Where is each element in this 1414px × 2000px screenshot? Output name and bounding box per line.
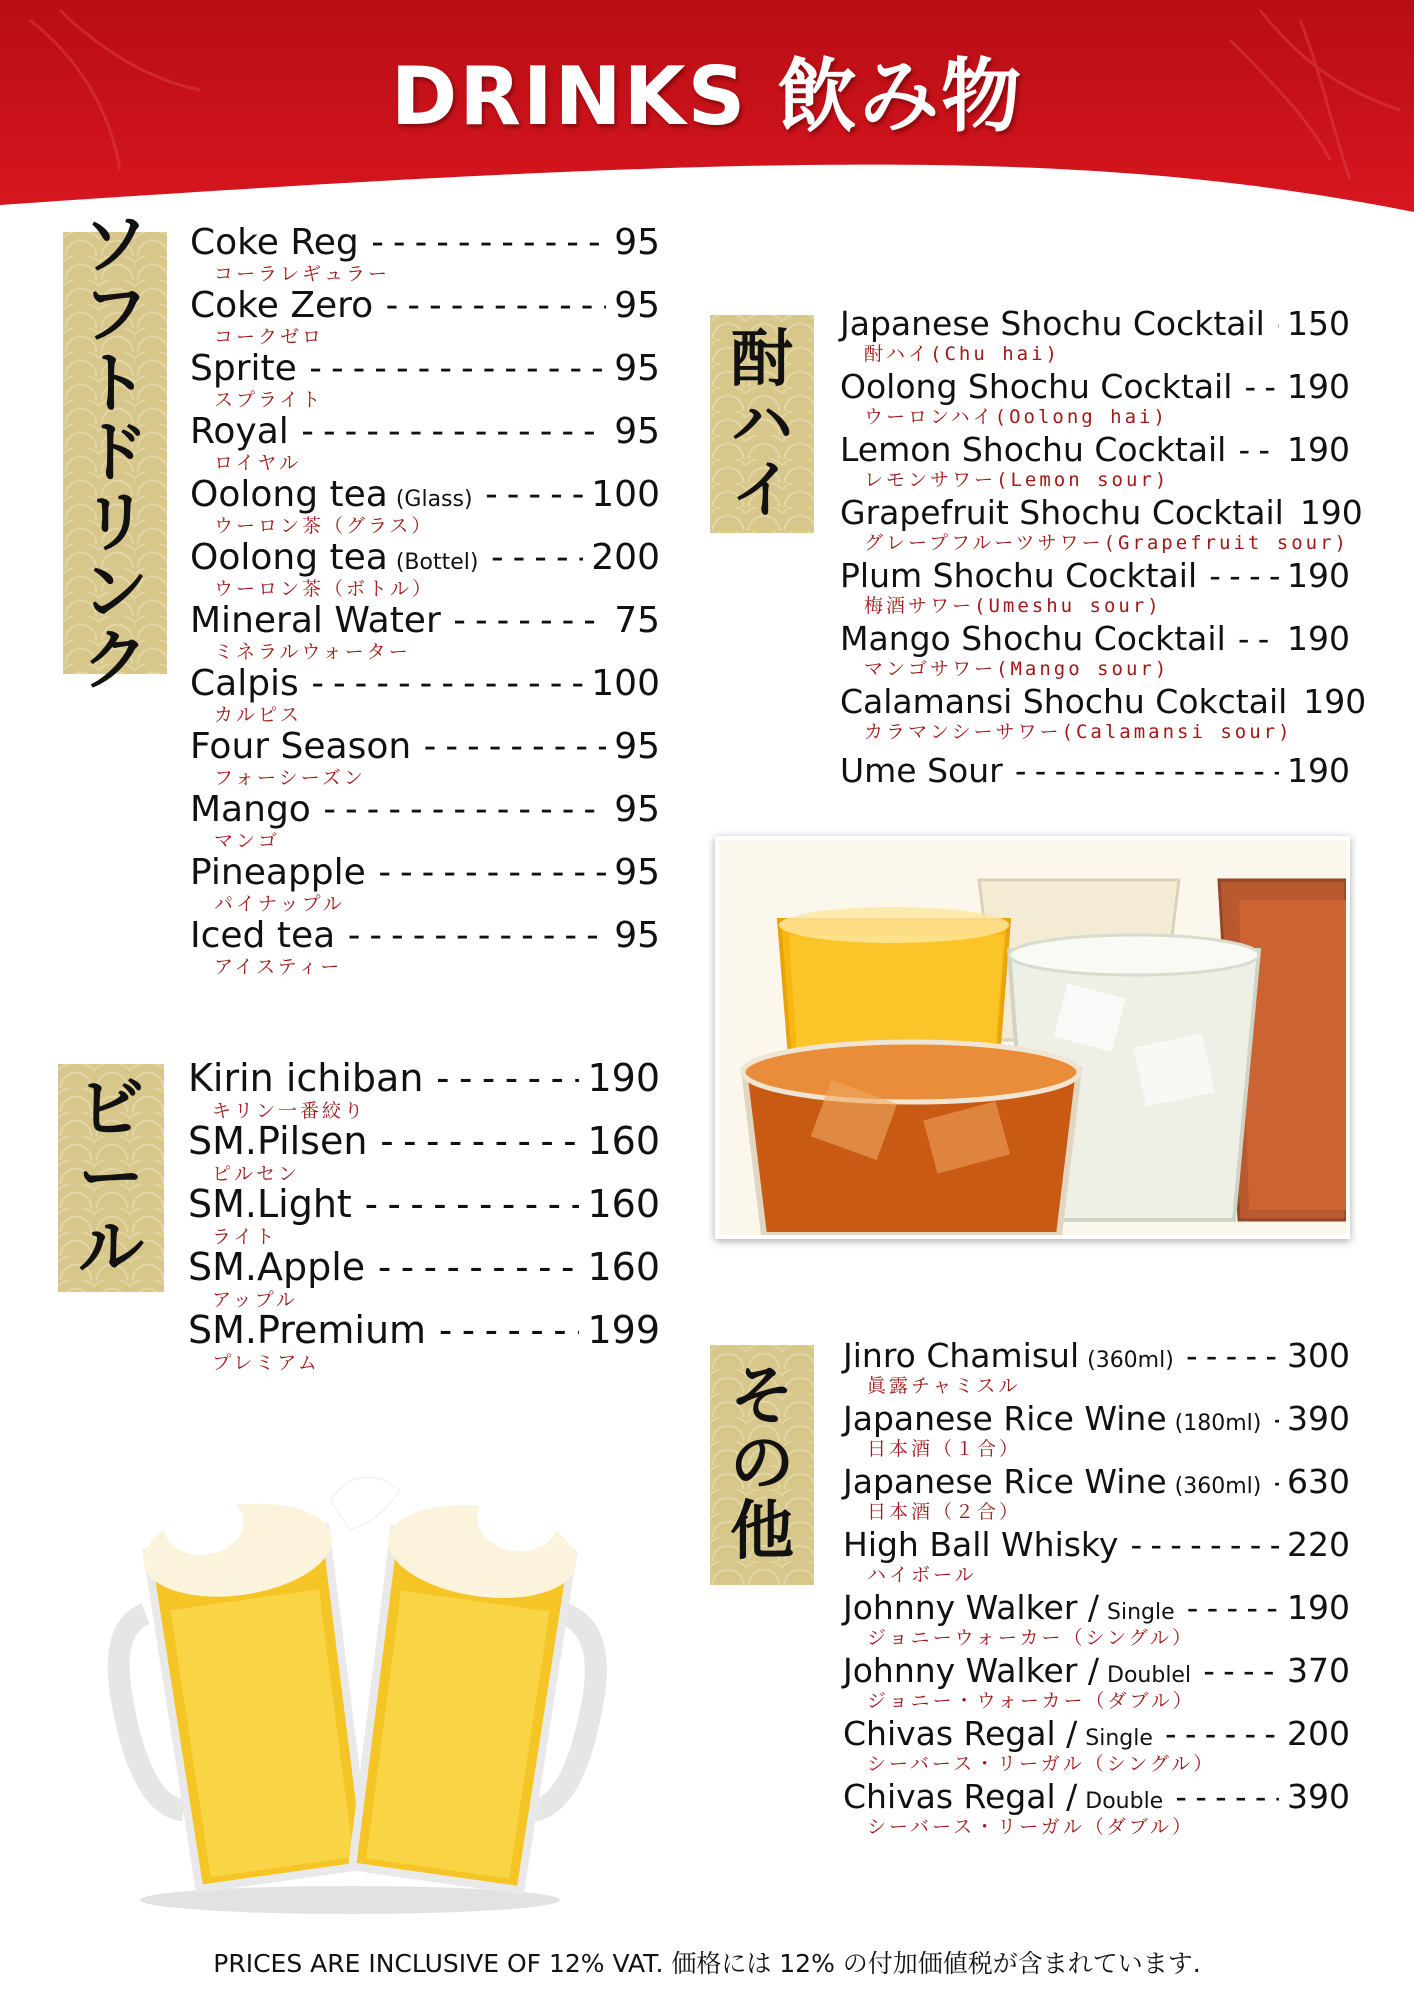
dotted-leader	[1182, 1336, 1279, 1375]
menu-item-row	[190, 537, 660, 578]
item-japanese-name: ピルセン	[212, 1163, 301, 1185]
menu-item	[840, 682, 1367, 744]
item-name: Ume Sour	[840, 751, 1003, 790]
item-size-note: Single	[1085, 1726, 1153, 1751]
menu-item	[843, 1336, 1350, 1398]
item-name: Johnny Walker /	[843, 1588, 1100, 1627]
section-label-char: ト	[82, 345, 148, 423]
dotted-leader	[431, 1056, 579, 1100]
menu-item	[188, 1308, 660, 1375]
menu-item-row	[190, 348, 660, 389]
item-price: 95	[614, 222, 660, 263]
item-price: 190	[1287, 430, 1350, 469]
section-label-char: ド	[82, 414, 148, 492]
item-price: 95	[614, 726, 660, 767]
item-name: Royal	[190, 411, 289, 452]
item-japanese-name: ライト	[212, 1226, 278, 1248]
menu-item-row	[840, 304, 1350, 343]
item-price: 95	[614, 789, 660, 830]
dotted-leader	[307, 663, 583, 704]
item-price: 160	[587, 1245, 660, 1289]
menu-item-row	[843, 1714, 1350, 1753]
item-price: 160	[587, 1119, 660, 1163]
dotted-leader	[419, 726, 606, 767]
dotted-leader	[481, 474, 584, 515]
dotted-leader	[1273, 304, 1279, 343]
section-label-char: ソ	[82, 206, 148, 284]
item-price: 100	[591, 663, 660, 704]
item-price: 200	[1287, 1714, 1350, 1753]
item-size-note: Single	[1107, 1600, 1175, 1625]
item-japanese-name: 眞露チャミスル	[867, 1375, 1021, 1397]
item-japanese-name: マンゴサワー(Mango sour)	[864, 658, 1170, 680]
menu-item-row	[188, 1182, 660, 1226]
item-name: Oolong tea	[190, 474, 388, 515]
menu-item-row	[840, 619, 1350, 658]
cocktail-glasses-photo	[715, 836, 1350, 1239]
item-size-note: Double	[1085, 1789, 1164, 1814]
menu-item	[840, 751, 1350, 790]
menu-item-row	[188, 1245, 660, 1289]
item-japanese-name: フォーシーズン	[214, 767, 366, 789]
item-name: Calpis	[190, 663, 299, 704]
item-price: 190	[1303, 682, 1367, 721]
menu-item	[843, 1525, 1350, 1587]
menu-item-row	[190, 915, 660, 956]
menu-item	[840, 619, 1350, 681]
menu-item-row	[190, 600, 660, 641]
menu-item	[840, 430, 1350, 492]
item-japanese-name: ウーロンハイ(Oolong hai)	[864, 406, 1168, 428]
item-price: 95	[614, 915, 660, 956]
item-price: 190	[1299, 493, 1363, 532]
item-name: Grapefruit Shochu Cocktail	[840, 493, 1284, 532]
menu-item-row	[840, 493, 1363, 532]
item-price: 190	[1287, 367, 1350, 406]
dotted-leader	[486, 537, 583, 578]
menu-item-row	[190, 663, 660, 704]
item-name: Four Season	[190, 726, 412, 767]
item-japanese-name: ジョニー・ウォーカー（ダブル）	[867, 1690, 1195, 1712]
menu-item	[190, 789, 660, 853]
menu-item	[190, 600, 660, 664]
section-label-char: ハ	[730, 387, 793, 461]
item-japanese-name: シーバース・リーガル（シングル）	[867, 1753, 1216, 1775]
menu-item-row	[840, 556, 1350, 595]
item-name: Sprite	[190, 348, 297, 389]
item-price: 95	[614, 411, 660, 452]
item-name: Johnny Walker /	[843, 1651, 1100, 1690]
item-japanese-name: ミネラルウォーター	[214, 641, 411, 663]
item-name: Jinro Chamisul	[843, 1336, 1080, 1375]
shochu-section-label	[710, 315, 814, 533]
item-price: 300	[1287, 1336, 1350, 1375]
menu-item	[190, 915, 660, 979]
item-price: 190	[1287, 751, 1350, 790]
menu-item	[843, 1714, 1350, 1776]
menu-item-row	[840, 682, 1367, 721]
menu-item-row	[190, 474, 660, 515]
soft-drinks-section-label	[63, 206, 167, 700]
menu-item	[190, 537, 660, 601]
item-name: Oolong tea	[190, 537, 388, 578]
dotted-leader	[434, 1308, 579, 1352]
section-label-char: 酎	[730, 322, 793, 396]
menu-item-row	[843, 1399, 1350, 1438]
item-price: 95	[614, 852, 660, 893]
section-label-char: そ	[730, 1360, 794, 1435]
dotted-leader	[367, 222, 606, 263]
menu-item	[843, 1399, 1350, 1461]
item-price: 95	[614, 348, 660, 389]
menu-item-row	[840, 430, 1350, 469]
item-japanese-name: ウーロン茶（ボトル）	[214, 578, 435, 600]
item-name: SM.Pilsen	[188, 1119, 368, 1163]
item-japanese-name: 梅酒サワー(Umeshu sour)	[864, 595, 1162, 617]
item-japanese-name: プレミアム	[212, 1352, 320, 1374]
menu-item-row	[843, 1651, 1350, 1690]
item-japanese-name: グレープフルーツサワー(Grapefruit sour)	[864, 532, 1349, 554]
item-name: Lemon Shochu Cocktail	[840, 430, 1227, 469]
menu-item-row	[188, 1119, 660, 1163]
item-price: 190	[587, 1056, 660, 1100]
menu-item-row	[843, 1777, 1350, 1816]
section-label-char: ク	[82, 622, 148, 700]
item-price: 190	[1287, 1588, 1350, 1627]
item-japanese-name: マンゴ	[214, 830, 281, 852]
menu-item	[190, 411, 660, 475]
item-size-note: (180ml)	[1174, 1411, 1262, 1436]
dotted-leader	[1161, 1714, 1279, 1753]
item-price: 150	[1287, 304, 1350, 343]
item-japanese-name: アップル	[212, 1289, 298, 1311]
dotted-leader	[1234, 430, 1279, 469]
menu-item	[843, 1462, 1350, 1524]
dotted-leader	[1126, 1525, 1279, 1564]
menu-item-row	[190, 852, 660, 893]
item-name: Japanese Rice Wine	[843, 1399, 1167, 1438]
item-size-note: (Glass)	[395, 487, 473, 512]
menu-item-row	[190, 285, 660, 326]
dotted-leader	[375, 1119, 579, 1163]
item-name: Calamansi Shochu Cokctail	[840, 682, 1288, 721]
menu-item-row	[843, 1525, 1350, 1564]
vat-footer-note: PRICES ARE INCLUSIVE OF 12% VAT. 価格には 12% の付加価値税が含まれています.	[213, 1949, 1201, 1978]
item-price: 200	[591, 537, 660, 578]
others-section-label	[710, 1345, 814, 1585]
menu-item	[843, 1651, 1350, 1713]
section-label-char: の	[730, 1427, 794, 1502]
dotted-leader	[374, 852, 606, 893]
item-japanese-name: 酎ハイ(Chu hai)	[864, 343, 1060, 365]
item-price: 630	[1287, 1462, 1350, 1501]
section-label-char: ル	[78, 1208, 144, 1286]
item-name: High Ball Whisky	[843, 1525, 1119, 1564]
item-price: 95	[614, 285, 660, 326]
menu-item	[190, 348, 660, 412]
dotted-leader	[297, 411, 606, 452]
item-name: SM.Light	[188, 1182, 352, 1226]
section-label-char: ビ	[78, 1070, 144, 1148]
item-name: Mineral Water	[190, 600, 441, 641]
dotted-leader	[1234, 619, 1279, 658]
item-japanese-name: シーバース・リーガル（ダブル）	[867, 1816, 1194, 1838]
section-label-char: リ	[82, 483, 148, 561]
menu-item	[840, 556, 1350, 618]
item-japanese-name: 日本酒（２合）	[867, 1501, 1022, 1523]
item-japanese-name: ジョニーウォーカー（シングル）	[867, 1627, 1195, 1649]
item-japanese-name: スプライト	[214, 389, 324, 411]
item-name: Mango	[190, 789, 311, 830]
section-label-char: ー	[78, 1139, 144, 1217]
dotted-leader	[360, 1182, 580, 1226]
menu-item	[840, 493, 1363, 555]
menu-item-row	[840, 367, 1350, 406]
menu-item-row	[188, 1308, 660, 1352]
item-name: Chivas Regal /	[843, 1714, 1078, 1753]
beer-mugs-photo	[100, 1460, 620, 1920]
header-banner	[0, 0, 1414, 215]
dotted-leader	[381, 285, 606, 326]
menu-item	[188, 1245, 660, 1312]
dotted-leader	[373, 1245, 579, 1289]
dotted-leader	[1183, 1588, 1279, 1627]
item-price: 370	[1287, 1651, 1350, 1690]
item-price: 190	[1287, 619, 1350, 658]
menu-item	[843, 1777, 1350, 1839]
dotted-leader	[1171, 1777, 1279, 1816]
dotted-leader	[1199, 1651, 1279, 1690]
item-size-note: Doublel	[1107, 1663, 1192, 1688]
menu-item	[190, 852, 660, 916]
menu-item-row	[188, 1056, 660, 1100]
item-name: Oolong Shochu Cocktail	[840, 367, 1233, 406]
item-name: Mango Shochu Cocktail	[840, 619, 1226, 658]
item-name: Japanese Shochu Cocktail	[840, 304, 1265, 343]
menu-item	[188, 1119, 660, 1186]
menu-item-row	[190, 411, 660, 452]
item-name: Kirin ichiban	[188, 1056, 424, 1100]
dotted-leader	[1205, 556, 1279, 595]
item-price: 220	[1287, 1525, 1350, 1564]
menu-item	[190, 285, 660, 349]
page-title: DRINKS 飲み物	[390, 50, 1024, 143]
item-name: SM.Apple	[188, 1245, 366, 1289]
item-size-note: (360ml)	[1087, 1348, 1174, 1373]
section-label-char: 他	[730, 1494, 794, 1569]
item-name: Chivas Regal /	[843, 1777, 1078, 1816]
item-price: 190	[1287, 556, 1350, 595]
item-price: 100	[591, 474, 660, 515]
menu-item-row	[190, 222, 660, 263]
item-price: 199	[587, 1308, 660, 1352]
dotted-leader	[1269, 1399, 1279, 1438]
item-name: Coke Reg	[190, 222, 359, 263]
item-name: Pineapple	[190, 852, 366, 893]
item-japanese-name: ロイヤル	[214, 452, 302, 474]
menu-item-row	[843, 1336, 1350, 1375]
dotted-leader	[1240, 367, 1279, 406]
menu-item-row	[840, 751, 1350, 790]
menu-item-row	[843, 1462, 1350, 1501]
dotted-leader	[1011, 751, 1279, 790]
item-name: SM.Premium	[188, 1308, 427, 1352]
section-label-char: フ	[82, 275, 148, 353]
item-japanese-name: キリン一番絞り	[212, 1100, 367, 1122]
item-japanese-name: パイナップル	[214, 893, 345, 915]
item-japanese-name: コークゼロ	[214, 326, 325, 348]
menu-item	[843, 1588, 1350, 1650]
item-size-note: (Bottel)	[395, 550, 479, 575]
beer-section-label	[58, 1064, 164, 1292]
menu-item-row	[190, 789, 660, 830]
menu-item	[190, 663, 660, 727]
item-name: Japanese Rice Wine	[843, 1462, 1167, 1501]
menu-item	[840, 304, 1350, 366]
menu-item	[190, 474, 660, 538]
menu-item-row	[843, 1588, 1350, 1627]
item-japanese-name: コーラレギュラー	[214, 263, 391, 285]
dotted-leader	[343, 915, 606, 956]
dotted-leader	[319, 789, 606, 830]
menu-item	[190, 726, 660, 790]
menu-item	[190, 222, 660, 286]
item-price: 160	[587, 1182, 660, 1226]
item-size-note: (360ml)	[1174, 1474, 1262, 1499]
item-japanese-name: アイスティー	[214, 956, 343, 978]
item-price: 390	[1287, 1399, 1350, 1438]
menu-item	[840, 367, 1350, 429]
dotted-leader	[1269, 1462, 1279, 1501]
menu-item	[188, 1056, 660, 1123]
item-japanese-name: 日本酒（１合）	[867, 1438, 1022, 1460]
section-label-char: ン	[82, 552, 148, 630]
item-japanese-name: ハイボール	[867, 1564, 977, 1586]
section-label-char: イ	[730, 452, 793, 526]
item-japanese-name: カルピス	[214, 704, 303, 726]
dotted-leader	[305, 348, 606, 389]
item-price: 390	[1287, 1777, 1350, 1816]
dotted-leader	[449, 600, 606, 641]
item-price: 75	[614, 600, 660, 641]
item-japanese-name: ウーロン茶（グラス）	[214, 515, 434, 537]
menu-item-row	[190, 726, 660, 767]
item-name: Plum Shochu Cocktail	[840, 556, 1198, 595]
item-japanese-name: カラマンシーサワー(Calamansi sour)	[864, 721, 1293, 743]
item-japanese-name: レモンサワー(Lemon sour)	[864, 469, 1170, 491]
item-name: Iced tea	[190, 915, 336, 956]
item-name: Coke Zero	[190, 285, 374, 326]
menu-item	[188, 1182, 660, 1249]
